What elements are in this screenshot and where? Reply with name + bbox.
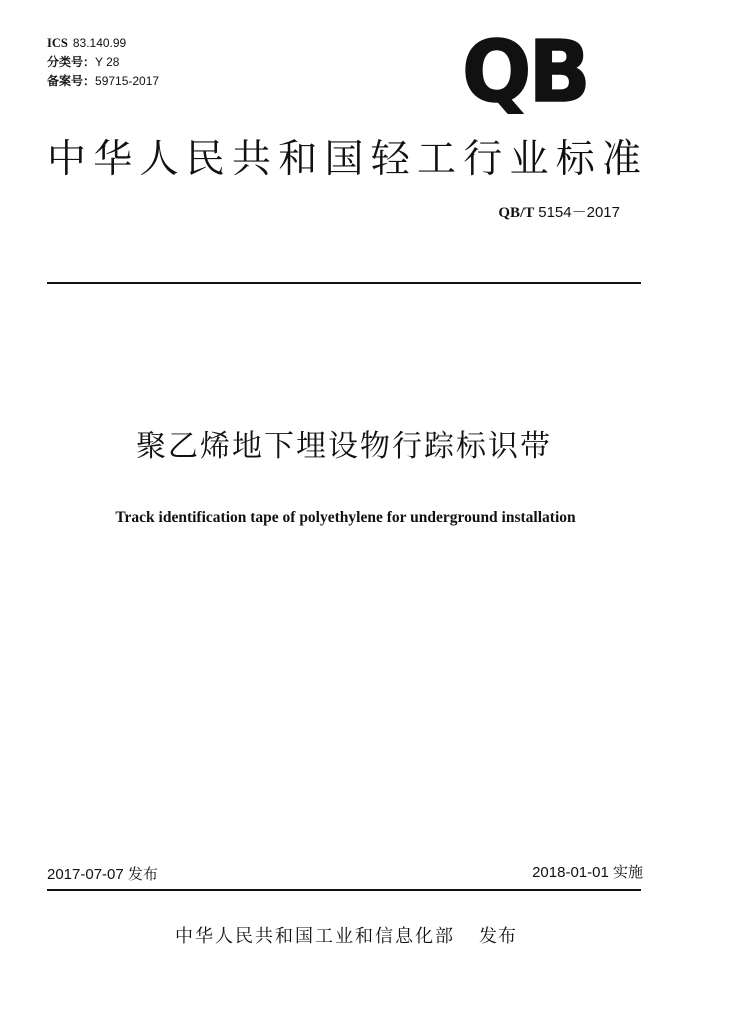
publisher-action: 发布 (479, 926, 517, 947)
effective-date: 2018-01-01 实施 (532, 864, 643, 881)
publisher-line (175, 926, 517, 948)
ics-value: 83.140.99 (72, 36, 127, 50)
classification-line (47, 53, 159, 72)
record-line (47, 72, 159, 91)
document-title-zh: 聚乙烯地下埋设物行踪标识带 (136, 429, 550, 464)
metadata-block (47, 34, 159, 91)
standard-prefix: QB/T (498, 205, 535, 221)
standard-code: 5154－2017 (538, 204, 620, 221)
document-title-en: Track identification tape of polyethylene for underground installation (115, 509, 576, 526)
issue-date: 2017-07-07 发布 (47, 866, 158, 883)
publisher-org: 中华人民共和国工业和信息化部 (175, 926, 455, 947)
industry-standard-title: 中华人民共和国轻工行业标准 (47, 137, 641, 182)
ics-line (47, 34, 159, 53)
standard-number (498, 203, 620, 222)
header-divider (47, 282, 641, 284)
qb-logo: QB (462, 23, 588, 122)
footer-divider (47, 889, 641, 891)
classification-label: 分类号： (47, 55, 96, 69)
record-value: 59715-2017 (95, 74, 160, 88)
classification-value: Y 28 (95, 55, 120, 69)
record-label: 备案号： (47, 74, 96, 88)
ics-label: ICS (47, 36, 68, 50)
